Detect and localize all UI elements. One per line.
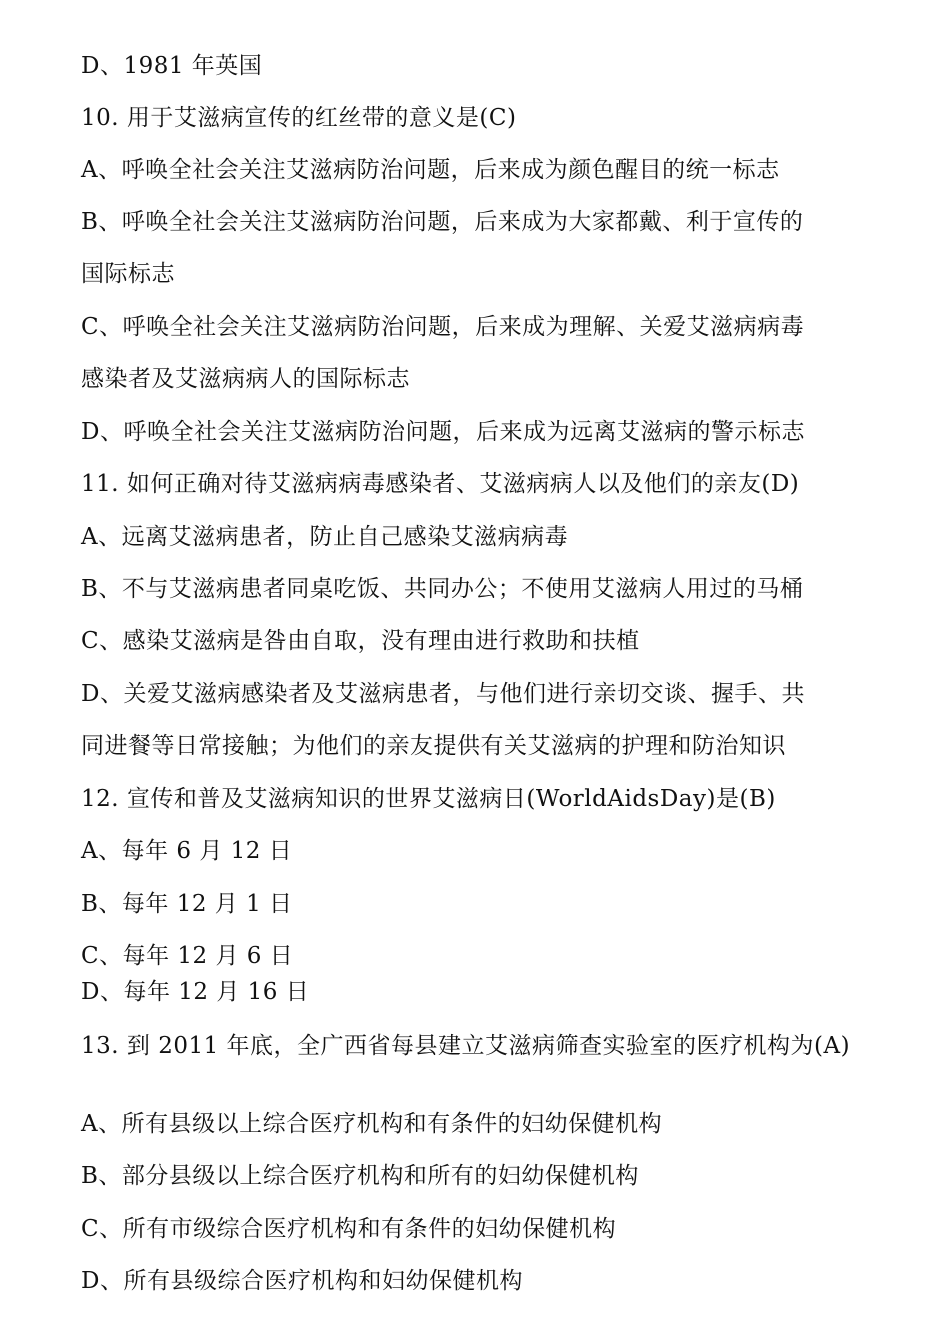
option-d-q13: D、所有县级综合医疗机构和妇幼保健机构	[81, 1268, 523, 1294]
question-11: 11. 如何正确对待艾滋病病毒感染者、艾滋病病人以及他们的亲友(D)	[81, 471, 800, 497]
option-d-q9: D、1981 年英国	[81, 53, 263, 79]
option-b-q10: B、呼唤全社会关注艾滋病防治问题，后来成为大家都戴、利于宣传的	[81, 209, 804, 235]
option-b-q13: B、部分县级以上综合医疗机构和所有的妇幼保健机构	[81, 1163, 639, 1189]
option-c-q12: C、每年 12 月 6 日	[81, 943, 294, 969]
question-10: 10. 用于艾滋病宣传的红丝带的意义是(C)	[81, 105, 517, 131]
option-a-q13: A、所有县级以上综合医疗机构和有条件的妇幼保健机构	[81, 1111, 663, 1137]
option-a-q12: A、每年 6 月 12 日	[81, 838, 293, 864]
option-b-q10-cont: 国际标志	[81, 261, 175, 287]
option-b-q12: B、每年 12 月 1 日	[81, 891, 293, 917]
option-c-q10: C、呼唤全社会关注艾滋病防治问题，后来成为理解、关爱艾滋病病毒	[81, 314, 805, 340]
option-c-q11: C、感染艾滋病是咎由自取，没有理由进行救助和扶植	[81, 628, 640, 654]
option-c-q10-cont: 感染者及艾滋病病人的国际标志	[81, 366, 410, 392]
option-d-q11: D、关爱艾滋病感染者及艾滋病患者，与他们进行亲切交谈、握手、共	[81, 681, 805, 707]
option-d-q12: D、每年 12 月 16 日	[81, 979, 310, 1005]
option-d-q10: D、呼唤全社会关注艾滋病防治问题，后来成为远离艾滋病的警示标志	[81, 419, 805, 445]
question-12: 12. 宣传和普及艾滋病知识的世界艾滋病日(WorldAidsDay)是(B)	[81, 786, 776, 812]
option-a-q11: A、远离艾滋病患者，防止自己感染艾滋病病毒	[81, 524, 569, 550]
option-b-q11: B、不与艾滋病患者同桌吃饭、共同办公；不使用艾滋病人用过的马桶	[81, 576, 804, 602]
option-c-q13: C、所有市级综合医疗机构和有条件的妇幼保健机构	[81, 1216, 617, 1242]
option-a-q10: A、呼唤全社会关注艾滋病防治问题，后来成为颜色醒目的统一标志	[81, 157, 780, 183]
question-13: 13. 到 2011 年底，全广西省每县建立艾滋病筛查实验室的医疗机构为(A)	[81, 1033, 851, 1059]
option-d-q11-cont: 同进餐等日常接触；为他们的亲友提供有关艾滋病的护理和防治知识	[81, 733, 786, 759]
